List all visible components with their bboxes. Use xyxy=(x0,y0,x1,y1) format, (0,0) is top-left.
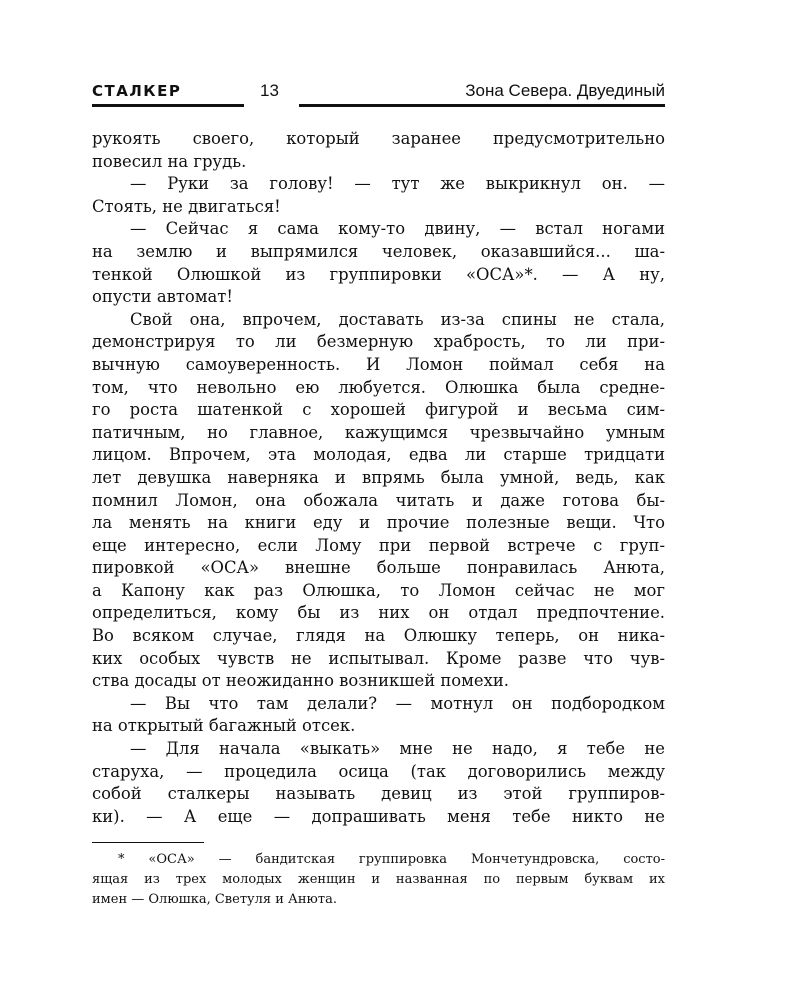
footnote-line: имен — Олюшка, Светуля и Анюта. xyxy=(92,892,337,907)
header-rule-right xyxy=(299,104,665,107)
text-line: вычную самоуверенность. И Ломон поймал себя на xyxy=(92,354,665,374)
footnote-line: * «ОСА» — бандитская группировка Мончетундровска, состо- xyxy=(118,852,665,867)
text-line: а Капону как раз Олюшка, то Ломон сейчас не мог xyxy=(92,580,665,600)
text-line: лицом. Впрочем, эта молодая, едва ли старше тридцати xyxy=(92,445,665,465)
text-line: повесил на грудь. xyxy=(92,151,247,171)
text-line: помнил Ломон, она обожала читать и даже готова бы- xyxy=(92,490,665,510)
text-line: лет девушка наверняка и впрямь была умной, ведь, как xyxy=(92,467,665,487)
text-line: демонстрируя то ли безмерную храбрость, то ли при- xyxy=(92,332,665,352)
text-line: патичным, но главное, кажущимся чрезвычайно умным xyxy=(92,422,665,442)
series-title: СТАЛКЕР xyxy=(92,82,182,100)
footnote-line: ящая из трех молодых женщин и названная по первым буквам их xyxy=(92,872,665,887)
text-line: на открытый багажный отсек. xyxy=(92,716,356,736)
text-line: — Сейчас я сама кому-то двину, — встал ногами xyxy=(130,219,665,239)
text-line: ства досады от неожиданно возникшей помехи. xyxy=(92,671,509,691)
text-line: — Руки за голову! — тут же выкрикнул он. — xyxy=(130,174,665,194)
text-line: собой сталкеры называть девиц из этой группиров- xyxy=(92,784,665,804)
text-line: еще интересно, если Лому при первой встрече с груп- xyxy=(92,535,665,555)
text-line: опусти автомат! xyxy=(92,287,233,307)
header-rule-left xyxy=(92,104,244,107)
text-line: определиться, кому бы из них он отдал предпочтение. xyxy=(92,603,665,623)
text-line: ки). — А еще — допрашивать меня тебе никто не xyxy=(92,806,665,826)
page-number: 13 xyxy=(260,81,279,100)
book-title: Зона Севера. Двуединый xyxy=(465,81,665,100)
footnote-rule xyxy=(92,842,204,843)
running-header xyxy=(92,78,665,110)
body-text xyxy=(92,128,665,828)
text-line: Свой она, впрочем, доставать из-за спины не стала, xyxy=(130,309,665,329)
text-line: — Для начала «выкать» мне не надо, я тебе не xyxy=(130,739,665,759)
text-line: ла менять на книги еду и прочие полезные вещи. Что xyxy=(92,513,665,533)
text-line: ких особых чувств не испытывал. Кроме разве что чув- xyxy=(92,648,665,668)
text-line: рукоять своего, который заранее предусмотрительно xyxy=(92,129,665,148)
footnote xyxy=(92,850,665,910)
text-line: том, что невольно ею любуется. Олюшка была средне- xyxy=(92,377,665,397)
text-line: — Вы что там делали? — мотнул он подбородком xyxy=(130,693,665,713)
text-line: пировкой «ОСА» внешне больше понравилась Анюта, xyxy=(92,558,665,578)
text-line: го роста шатенкой с хорошей фигурой и весьма сим- xyxy=(92,400,665,420)
text-line: Стоять, не двигаться! xyxy=(92,196,281,216)
text-line: старуха, — процедила осица (так договорились между xyxy=(92,761,665,781)
text-line: тенкой Олюшкой из группировки «ОСА»*. — А ну, xyxy=(92,264,665,284)
text-line: на землю и выпрямился человек, оказавшийся... ша- xyxy=(92,241,665,261)
text-line: Во всяком случае, глядя на Олюшку теперь, он ника- xyxy=(92,626,665,646)
